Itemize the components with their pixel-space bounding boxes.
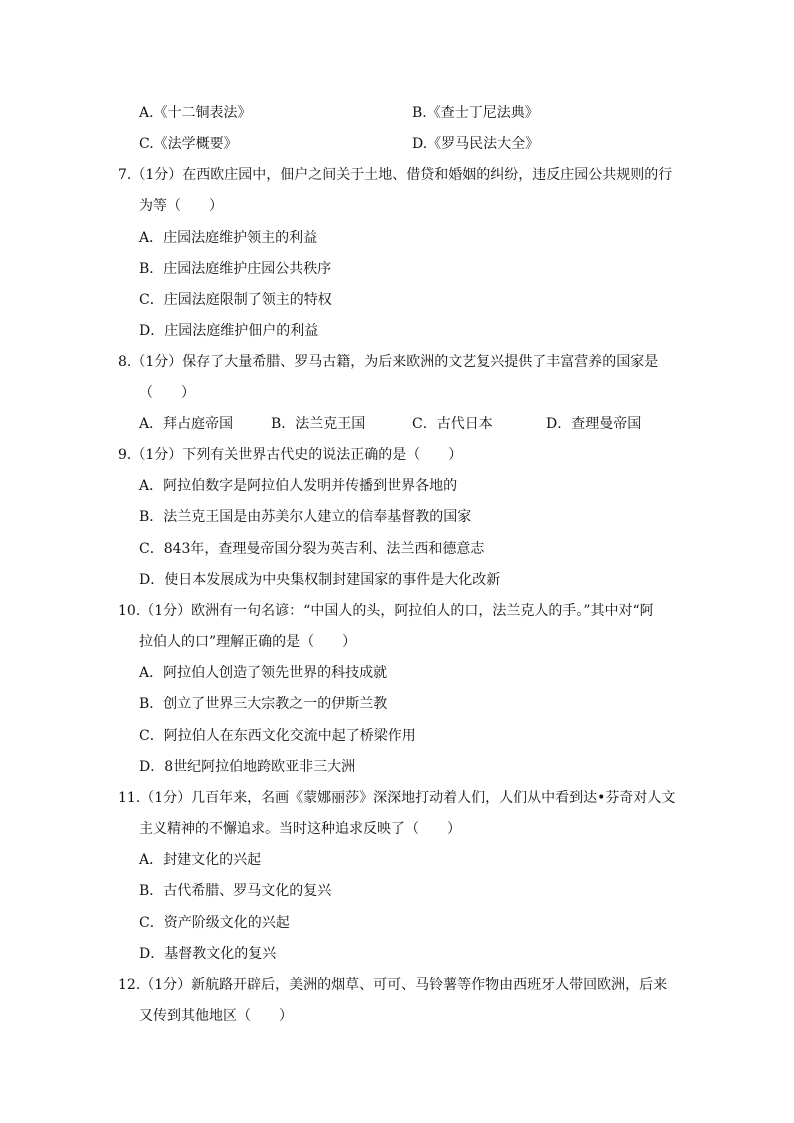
q9-option-c: C．843年，查理曼帝国分裂为英吉利、法兰西和德意志	[139, 541, 485, 557]
q8-stem-line1: 8.（1分）保存了大量希腊、罗马古籍，为后来欧洲的文艺复兴提供了丰富营养的国家是	[118, 354, 659, 370]
q6-option-d: D.《罗马民法大全》	[412, 136, 540, 152]
q10-option-b: B．创立了世界三大宗教之一的伊斯兰教	[139, 696, 388, 712]
q11-option-b: B．古代希腊、罗马文化的复兴	[139, 883, 332, 899]
q7-option-d: D．庄园法庭维护佃户的利益	[139, 323, 319, 339]
q7-option-c: C．庄园法庭限制了领主的特权	[139, 292, 332, 308]
q11-stem-line2: 主义精神的不懈追求。当时这种追求反映了（ ）	[139, 821, 461, 837]
q6-option-a: A.《十二铜表法》	[139, 105, 252, 121]
q10-option-d: D．8世纪阿拉伯地跨欧亚非三大洲	[139, 759, 356, 775]
q8-option-a: A．拜占庭帝国	[139, 416, 234, 432]
q8-option-c: C．古代日本	[412, 416, 493, 432]
q8-option-d: D．查理曼帝国	[546, 416, 642, 432]
q12-stem-line1: 12.（1分）新航路开辟后，美洲的烟草、可可、马铃薯等作物由西班牙人带回欧洲，后来	[118, 977, 668, 993]
q9-option-b: B．法兰克王国是由苏美尔人建立的信奉基督教的国家	[139, 509, 472, 525]
q6-option-c: C.《法学概要》	[139, 136, 238, 152]
q12-stem-line2: 又传到其他地区（ ）	[139, 1008, 293, 1024]
q10-stem-line2: 拉伯人的口”理解正确的是（ ）	[139, 634, 357, 650]
q11-option-d: D．基督教文化的复兴	[139, 946, 277, 962]
q10-stem-line1: 10.（1分）欧洲有一句名谚：“中国人的头，阿拉伯人的口，法兰克人的手。”其中对“阿	[118, 603, 654, 619]
q7-option-a: A．庄园法庭维护领主的利益	[139, 230, 318, 246]
q9-stem-line1: 9.（1分）下列有关世界古代史的说法正确的是（ ）	[118, 447, 463, 463]
q7-option-b: B．庄园法庭维护庄园公共秩序	[139, 261, 332, 277]
q10-option-c: C．阿拉伯人在东西文化交流中起了桥梁作用	[139, 728, 416, 744]
q9-option-d: D．使日本发展成为中央集权制封建国家的事件是大化改新	[139, 572, 501, 588]
q7-stem-line2: 为等（ ）	[139, 198, 223, 214]
q10-option-a: A．阿拉伯人创造了领先世界的科技成就	[139, 665, 388, 681]
q8-option-b: B．法兰克王国	[271, 416, 366, 432]
q11-stem-line1: 11.（1分）几百年来，名画《蒙娜丽莎》深深地打动着人们，人们从中看到达•芬奇对人文	[118, 790, 676, 806]
q6-option-b: B.《查士丁尼法典》	[412, 105, 539, 121]
q11-option-c: C．资产阶级文化的兴起	[139, 915, 290, 931]
q9-option-a: A．阿拉伯数字是阿拉伯人发明并传播到世界各地的	[139, 478, 458, 494]
q7-stem-line1: 7.（1分）在西欧庄园中，佃户之间关于土地、借贷和婚姻的纠纷，违反庄园公共规则的行	[118, 167, 673, 183]
q8-stem-line2: （ ）	[139, 385, 195, 401]
q11-option-a: A．封建文化的兴起	[139, 852, 262, 868]
